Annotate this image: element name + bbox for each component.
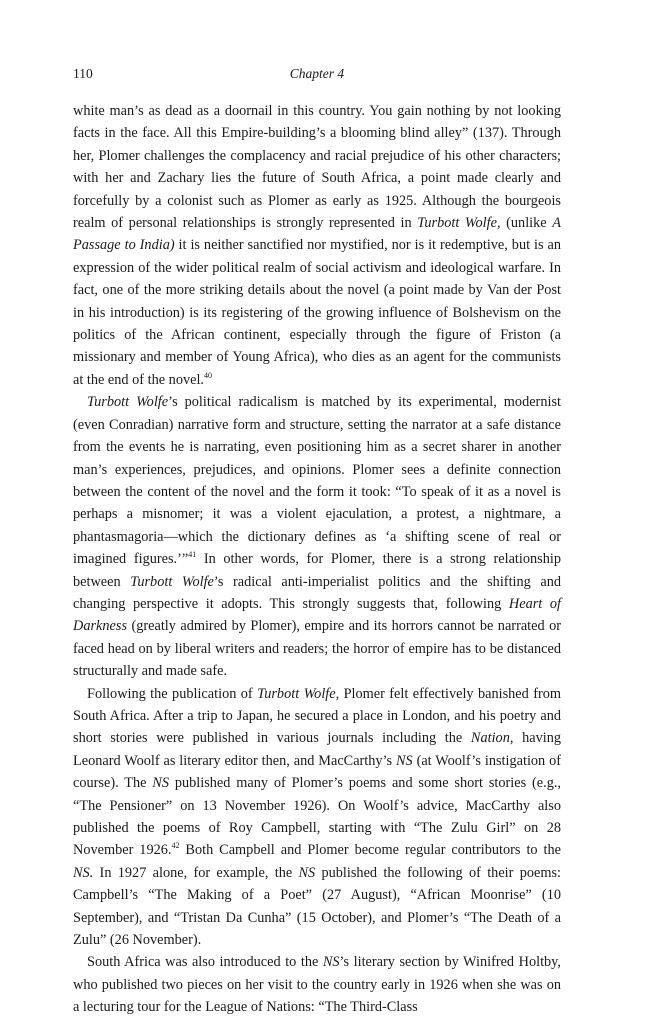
italic-text: A Passage to India) [73,215,561,254]
italic-text: NS [322,954,340,971]
chapter-title: Chapter 4 [289,66,345,81]
text-run: it is neither sanctified nor mystified, nor is it redemptive, but is an expression of the wider political realm of social activism and ideological warfare. In fact, one of the more striking details about the novel (a point made by Van der Post in his introduction) is its registering of the growing influence of Bolshevism on the politics of the African continent, especially through the figure of Friston (a missionary and member of Young Africa), who dies as an agent for the communists at the end of the novel. [73,237,561,388]
text-run: ’s radical anti-imperialist politics and the shifting and changing perspective it adopts. This strongly suggests that, following [73,573,561,612]
paragraph [73,683,561,952]
italic-text: NS. [73,864,94,881]
italic-text: NS [152,775,169,792]
text-run: South Africa was also introduced to the [87,954,323,971]
italic-text: Turbott Wolfe, [417,215,501,232]
text-run: white man’s as dead as a doornail in this country. You gain nothing by not looking facts in the face. All this Empire-building’s a blooming blind alley” (137). Through her, Plomer challenges the complacency and racial prejudice of his other characters; with her and Zachary lies the future of South Africa, a point made clearly and forcefully by a colonist such as Plomer as early as 1925. Although the bourgeois realm of personal relationships is strongly represented in [73,103,561,232]
text-run: (at Woolf’s instigation of course). The [73,752,561,792]
running-head [73,66,561,88]
text-run: In 1927 alone, for example, the [93,864,299,881]
footnote-ref: 42 [171,841,180,851]
italic-text: Heart of Darkness [73,595,561,635]
book-page [73,66,561,1019]
text-run: ’s political radicalism is matched by its experimental, modernist (even Conradian) narrative form and structure, setting the narrator at a safe distance from the events he is narrating, even positioning him as a secret sharer in another man’s experiences, prejudices, and opinions. Plomer sees a definite connection between the content of the novel and the form it took: “To speak of it as a novel is perhaps a misnomer; it was a violent ejaculation, a protest, a nightmare, a phantasmagoria—which the dictionary defines as ‘a shifting scene of real or imagined figures.’” [73,394,561,568]
text-run: Both Campbell and Plomer become regular contributors to the [179,842,561,859]
text-run: published many of Plomer’s poems and some short stories (e.g., “The Pensioner” on 13 November 1926). On Woolf’s advice, MacCarthy also published the poems of Roy Campbell, starting with “The Zulu Girl” on 28 November 1926. [73,775,561,859]
footnote-ref: 40 [204,370,213,380]
italic-text: Turbott Wolfe [87,394,169,411]
text-run: Following the publication of [87,685,258,702]
text-run: In other words, for Plomer, there is a strong relationship between [73,551,561,590]
paragraph [73,100,561,391]
italic-text: NS [396,752,413,769]
footnote-ref: 41 [188,550,197,560]
italic-text: NS [298,864,316,881]
paragraph [73,391,561,682]
text-run: having Leonard Woolf as literary editor then, and MacCarthy’s [73,730,561,769]
text-run: (greatly admired by Plomer), empire and its horrors cannot be narrated or faced head on by liberal writers and readers; the horror of empire has to be distanced structurally and made safe. [73,618,561,680]
text-run: published the following of their poems: Campbell’s “The Making of a Poet” (27 August), “African Moonrise” (10 September), and “Tristan Da Cunha” (15 October), and Plomer’s “The Death of a Zulu” (26 November). [73,864,561,949]
text-run: Plomer felt effectively banished from South Africa. After a trip to Japan, he secured a place in London, and his poetry and short stories were published in various journals including the [73,685,561,747]
page-number: 110 [73,66,93,81]
italic-text: Turbott Wolfe [130,573,214,590]
text-run: (unlike [500,215,553,232]
italic-text: Nation, [470,730,514,747]
body-text [73,100,561,1019]
italic-text: Turbott Wolfe, [257,685,340,702]
text-run: ’s literary section by Winifred Holtby, who published two pieces on her visit to the country early in 1926 when she was on a lecturing tour for the League of Nations: “The Third-Class [73,954,561,1016]
paragraph [73,951,561,1018]
